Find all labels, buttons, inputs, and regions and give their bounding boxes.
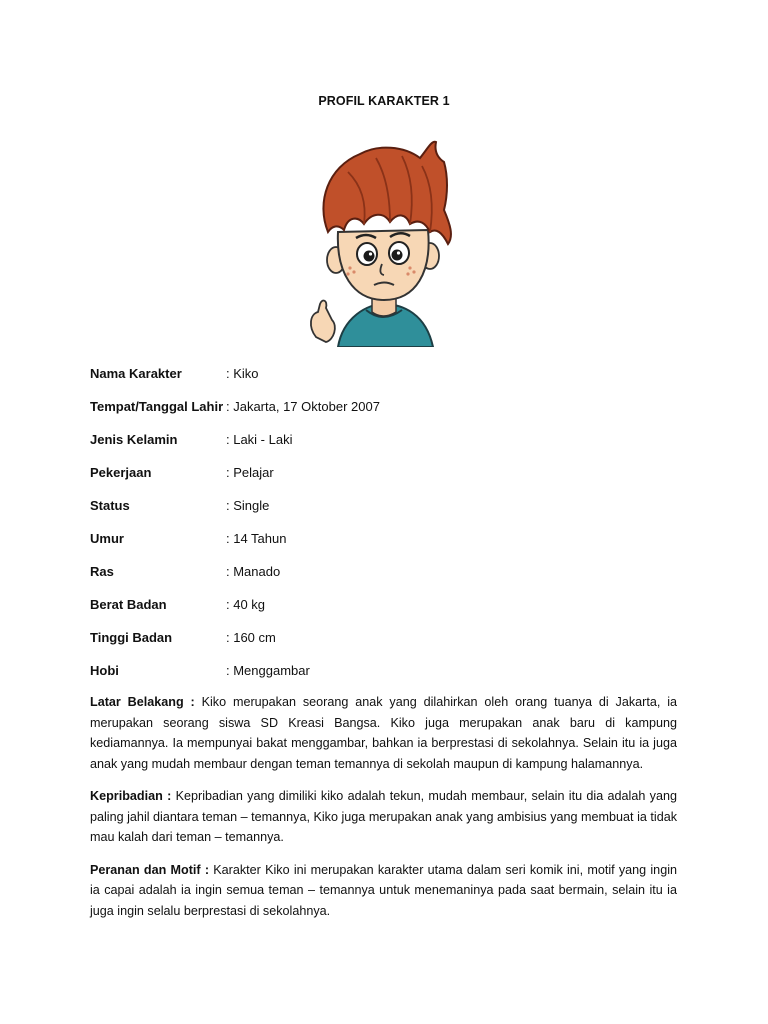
field-label: Status [90, 498, 130, 513]
paragraph-label: Latar Belakang : [90, 695, 195, 709]
field-value: : 14 Tahun [226, 531, 287, 546]
field-value: : Manado [226, 564, 281, 579]
field-row [90, 597, 690, 630]
field-value: : Menggambar [226, 663, 310, 678]
field-label: Berat Badan [90, 597, 167, 612]
field-label: Hobi [90, 663, 119, 678]
field-value: : Single [226, 498, 270, 513]
field-row [90, 498, 690, 531]
paragraph-role-motive [90, 860, 677, 922]
field-label: Ras [90, 564, 114, 579]
paragraph-personality [90, 786, 677, 848]
field-label: Tinggi Badan [90, 630, 173, 645]
field-row [90, 399, 690, 432]
description-paragraphs [90, 692, 677, 933]
field-value: : 40 kg [226, 597, 266, 612]
face [338, 230, 429, 300]
paragraph-background [90, 692, 677, 774]
field-label: Pekerjaan [90, 465, 152, 480]
paragraph-text: Karakter Kiko ini merupakan karakter utama dalam seri komik ini, motif yang ingin ia capai adalah ia ingin semua teman – temannya untuk menemaninya pada saat bermain, selain itu ia juga ingin selalu berprestasi di sekolahnya. [90, 862, 677, 918]
field-row [90, 564, 690, 597]
hand [311, 301, 335, 342]
field-label: Umur [90, 531, 124, 546]
field-row [90, 465, 690, 498]
paragraph-text: Kepribadian yang dimiliki kiko adalah tekun, mudah membaur, selain itu dia adalah yang paling jahil diantara teman – temannya, Kiko juga merupakan anak yang ambisius yang membuat ia tidak mau kalah dari teman – temannya. [90, 789, 677, 844]
field-label: Jenis Kelamin [90, 432, 178, 447]
field-row [90, 531, 690, 564]
field-value: : Pelajar [226, 465, 274, 480]
field-value: : Laki - Laki [226, 432, 293, 447]
page-title: PROFIL KARAKTER 1 [318, 94, 450, 108]
field-value: : Kiko [226, 366, 259, 381]
paragraph-label: Peranan dan Motif : [90, 862, 210, 877]
field-label: Tempat/Tanggal Lahir [90, 399, 224, 414]
paragraph-label: Kepribadian : [90, 789, 172, 803]
character-portrait [298, 132, 468, 347]
field-row [90, 432, 690, 465]
field-row [90, 630, 690, 663]
field-value: : 160 cm [226, 630, 276, 645]
field-row [90, 366, 690, 399]
profile-fields [90, 366, 690, 696]
field-label: Nama Karakter [90, 366, 182, 381]
paragraph-text: Kiko merupakan seorang anak yang dilahirkan oleh orang tuanya di Jakarta, ia merupakan seorang siswa SD Kreasi Bangsa. Kiko juga merupakan anak baru di kampung kediamannya. Ia mempunyai bakat menggambar, bahkan ia berprestasi di sekolahnya. Selain itu ia juga anak yang mudah membaur dengan teman temannya di sekolah maupun di kampung halamannya. [90, 695, 677, 771]
field-value: : Jakarta, 17 Oktober 2007 [226, 399, 380, 414]
